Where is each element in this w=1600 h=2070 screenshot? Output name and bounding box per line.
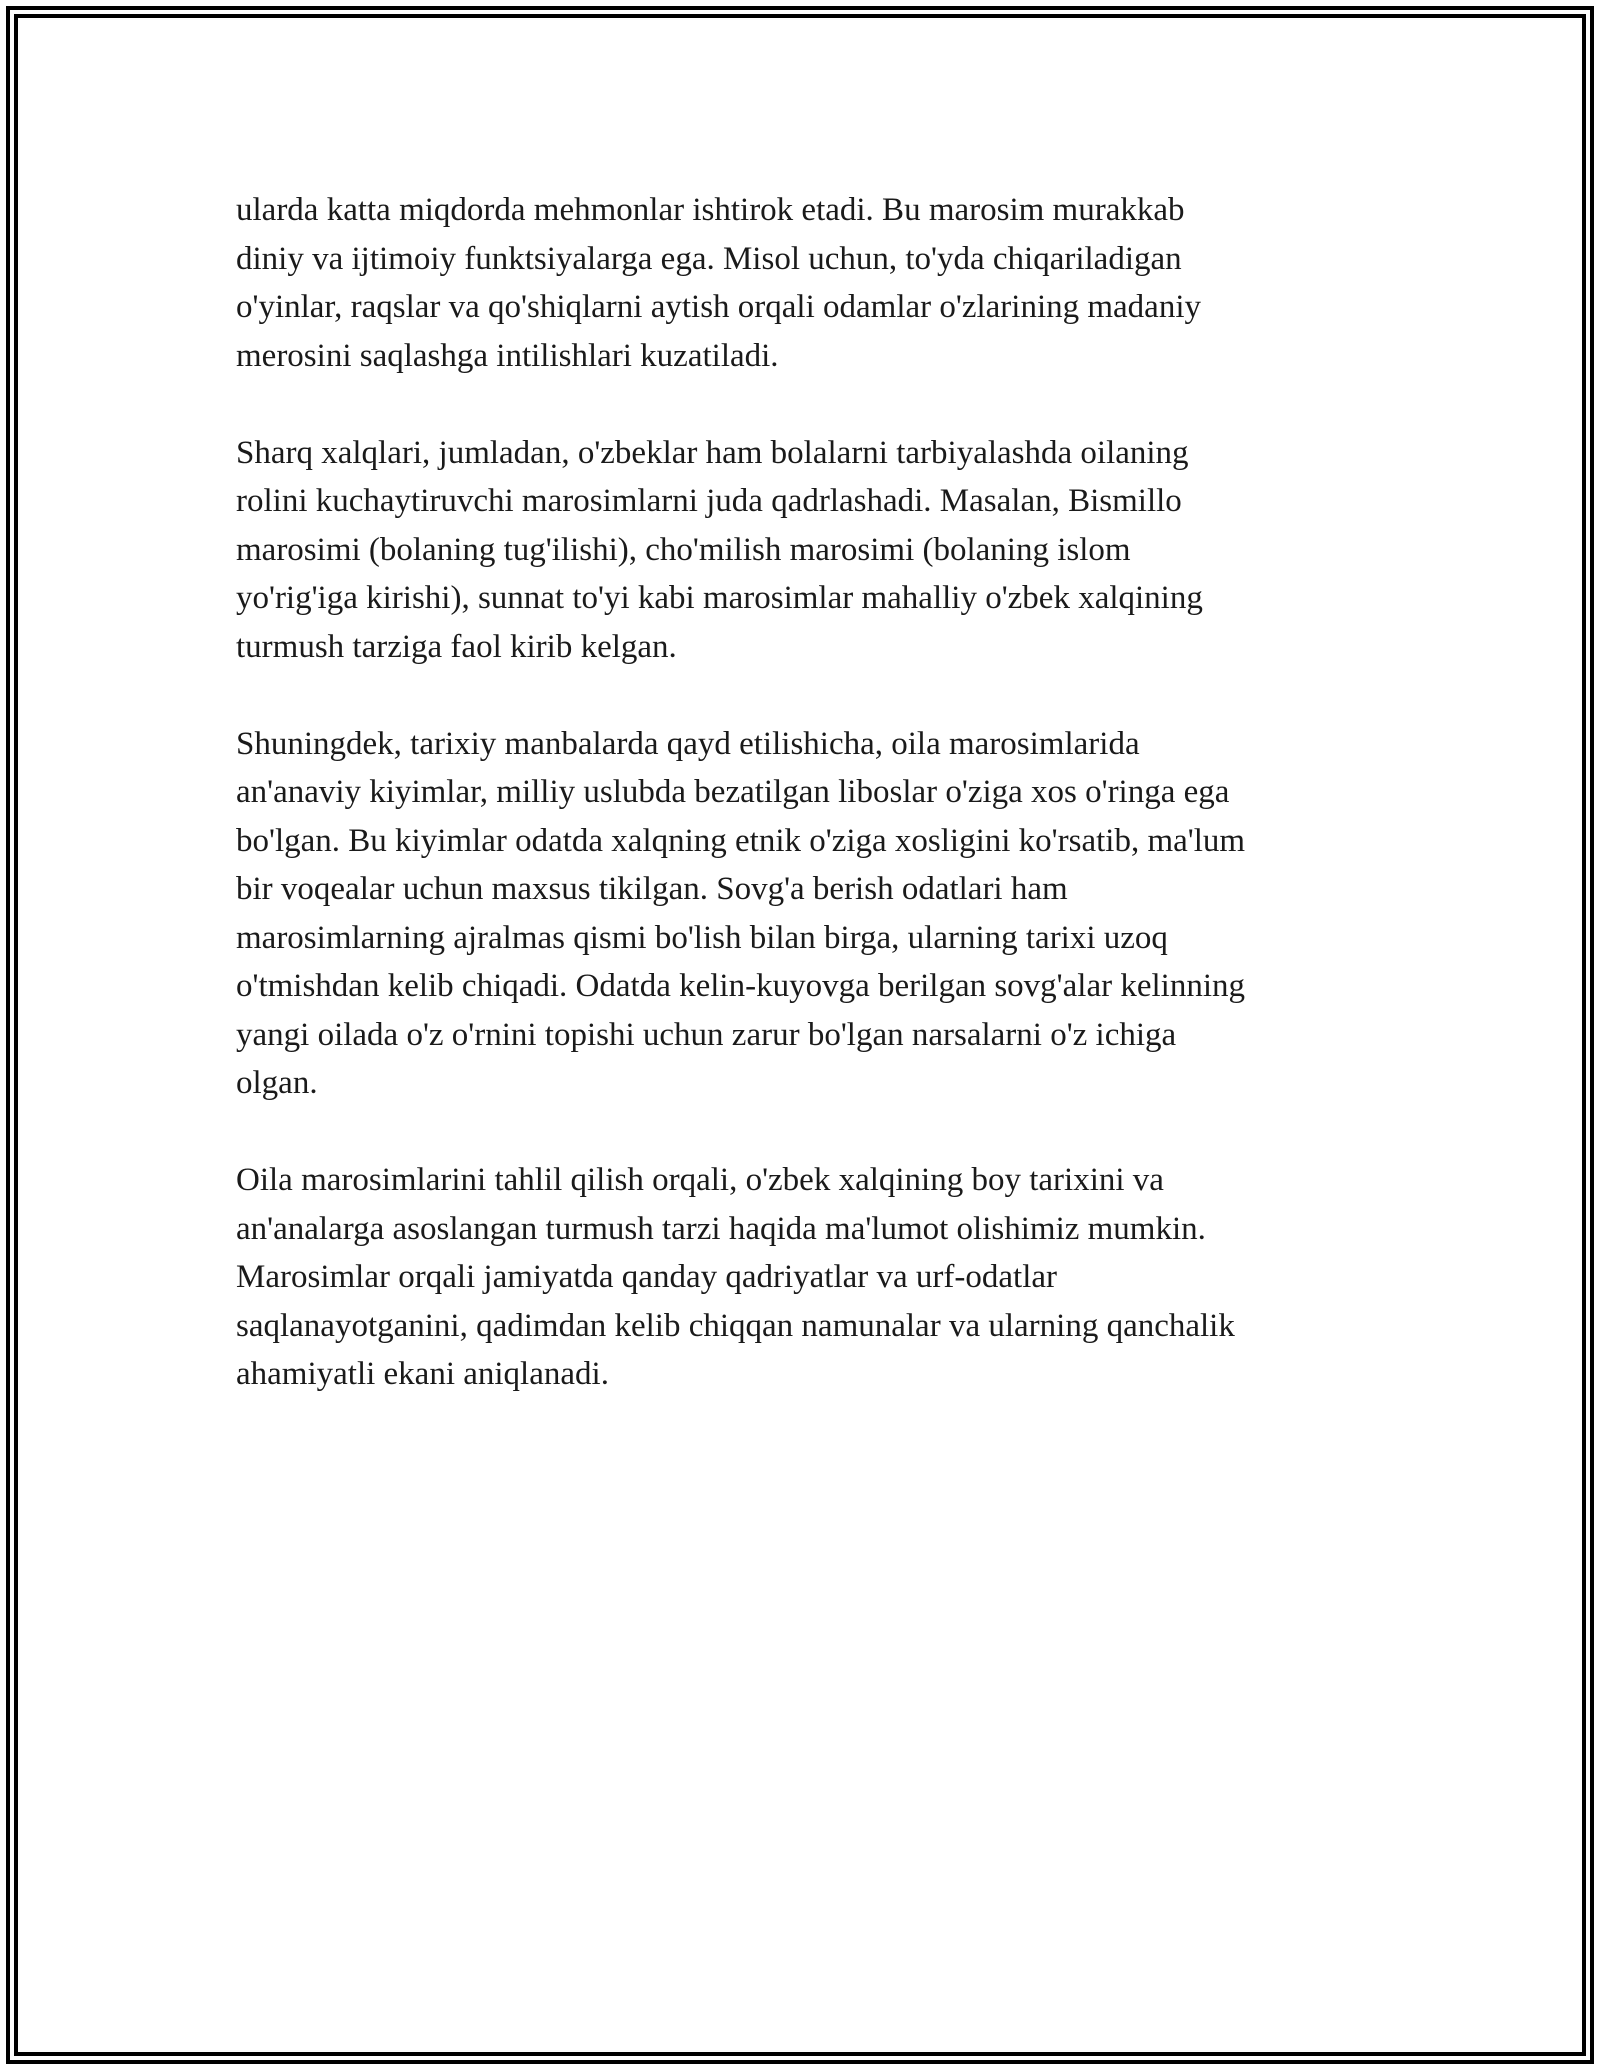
document-body	[236, 186, 1376, 1399]
paragraph-3: Shuningdek, tarixiy manbalarda qayd etilishicha, oila marosimlarida an'anaviy kiyimlar, milliy uslubda bezatilgan liboslar o'ziga xos o'ringa ega bo'lgan. Bu kiyimlar odatda xalqning etnik o'ziga xosligini ko'rsatib, ma'lum bir voqealar uchun maxsus tikilgan. Sovg'a berish odatlari ham marosimlarning ajralmas qismi bo'lish bilan birga, ularning tarixi uzoq o'tmishdan kelib chiqadi. Odatda kelin-kuyovga berilgan sovg'alar kelinning yangi oilada o'z o'rnini topishi uchun zarur bo'lgan narsalarni o'z ichiga olgan.	[236, 725, 1246, 1101]
paragraph-1: ularda katta miqdorda mehmonlar ishtirok etadi. Bu marosim murakkab diniy va ijtimoiy funktsiyalarga ega. Misol uchun, to'yda chiqariladigan o'yinlar, raqslar va qo'shiqlarni aytish orqali odamlar o'zlarining madaniy merosini saqlashga intilishlari kuzatiladi.	[236, 192, 1201, 374]
paragraph-2: Sharq xalqlari, jumladan, o'zbeklar ham bolalarni tarbiyalashda oilaning rolini kuchaytiruvchi marosimlarni juda qadrlashadi. Masalan, Bismillo marosimi (bolaning tug'ilishi), cho'milish marosimi (bolaning islom yo'rig'iga kirishi), sunnat to'yi kabi marosimlar mahalliy o'zbek xalqining turmush tarziga faol kirib kelgan.	[236, 434, 1203, 665]
paragraph-4: Oila marosimlarini tahlil qilish orqali, o'zbek xalqining boy tarixini va an'analarga asoslangan turmush tarzi haqida ma'lumot olishimiz mumkin. Marosimlar orqali jamiyatda qanday qadriyatlar va urf-odatlar saqlanayotganini, qadimdan kelib chiqqan namunalar va ularning qanchalik ahamiyatli ekani aniqlanadi.	[236, 1162, 1235, 1392]
